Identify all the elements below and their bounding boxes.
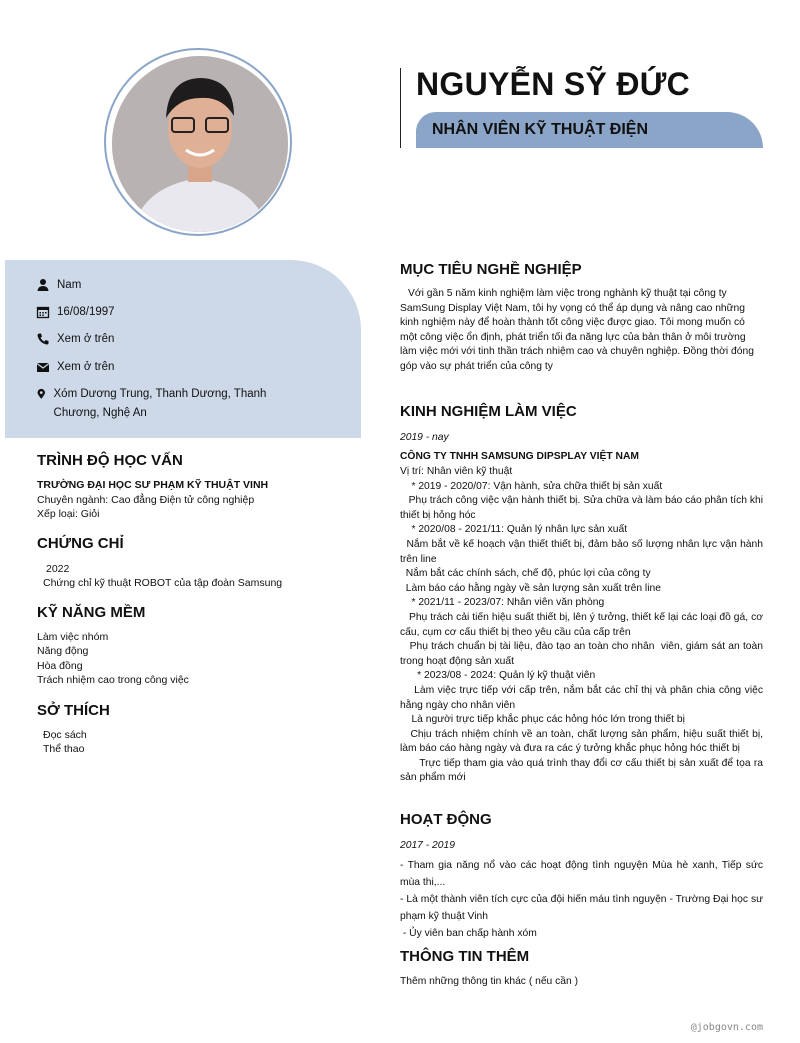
- address-text: Xóm Dương Trung, Thanh Dương, Thanh Chương, Nghệ An: [53, 388, 267, 419]
- detail-line: Phụ trách chuẩn bị tài liệu, đào tạo an toàn cho nhân viên, giám sát an toàn trong hoạt động sản xuất: [400, 641, 766, 667]
- experience-heading: KINH NGHIỆM LÀM VIỆC: [400, 403, 577, 420]
- soft-skill-item: Trách nhiệm cao trong công việc: [37, 674, 189, 686]
- education-heading: TRÌNH ĐỘ HỌC VẤN: [37, 452, 183, 469]
- objective-text: Với gần 5 năm kinh nghiệm làm việc trong nghành kỹ thuật tại công ty SamSung Display Việt Nam, tôi hy vọng có thể áp dụng và nâng cao những kinh nghiệm này để hoàn thành tốt công việc được giao. Tôi mong muốn có một công việc ổn định, phát triển tối đa năng lực của bản thân ở môi trường làm việc mới với tinh thần trách nhiệm cao và chuyên nghiệp. Đồng thời đóng góp vào sự phát triển của công ty: [400, 288, 754, 372]
- gender-row: [36, 276, 81, 295]
- experience-company: CÔNG TY TNHH SAMSUNG DIPSPLAY VIỆT NAM: [400, 451, 639, 462]
- location-icon: [36, 387, 47, 401]
- watermark: @jobgovn.com: [690, 1022, 763, 1033]
- detail-line: - Là một thành viên tích cực của đội hiến máu tình nguyện - Trường Đại học sư phạm kỹ thuật Vinh: [400, 894, 766, 922]
- education-grade: Xếp loại: Giỏi: [37, 508, 100, 520]
- hobby-item: Đọc sách: [43, 729, 87, 741]
- education-major: Chuyên ngành: Cao đẳng Điện tử công nghiệp: [37, 494, 255, 506]
- soft-skill-item: Làm việc nhóm: [37, 631, 109, 643]
- mail-icon: [36, 360, 50, 374]
- hobby-item: Thể thao: [43, 743, 85, 755]
- detail-line: - Ủy viên ban chấp hành xóm: [400, 928, 537, 939]
- objective-heading: MỤC TIÊU NGHỀ NGHIỆP: [400, 261, 582, 278]
- certificates-heading: CHỨNG CHỈ: [37, 535, 124, 552]
- detail-line: Phụ trách cải tiến hiệu suất thiết bị, lên ý tưởng, thiết kế lại các loại đồ gá, cơ cấu, cụm cơ cấu thiết bị theo yêu cầu của cấp trên: [400, 611, 766, 638]
- person-icon: [36, 278, 50, 292]
- gender-text: Nam: [57, 279, 82, 291]
- detail-line: Làm báo cáo hằng ngày về sản lượng sản xuất trên line: [400, 582, 661, 594]
- hobbies-heading: SỞ THÍCH: [37, 702, 110, 719]
- activities-heading: HOẠT ĐỘNG: [400, 811, 492, 828]
- candidate-name: NGUYỄN SỸ ĐỨC: [416, 66, 691, 102]
- email-row: [36, 358, 114, 377]
- birthdate-row: [36, 303, 115, 322]
- calendar-icon: [36, 305, 50, 319]
- education-school: TRƯỜNG ĐẠI HỌC SƯ PHẠM KỸ THUẬT VINH: [37, 479, 269, 491]
- detail-line: * 2019 - 2020/07: Vận hành, sửa chữa thiết bị sản xuất: [400, 480, 663, 492]
- name-divider: [400, 68, 401, 148]
- activities-period: 2017 - 2019: [400, 840, 455, 851]
- certificate-name: Chứng chỉ kỹ thuật ROBOT của tập đoàn Samsung: [43, 577, 283, 589]
- phone-text[interactable]: Xem ở trên: [57, 333, 115, 345]
- experience-details: [400, 465, 766, 786]
- detail-line: * 2020/08 - 2021/11: Quản lý nhân lực sản xuất: [400, 524, 628, 536]
- additional-info-text: Thêm những thông tin khác ( nếu cần ): [400, 976, 579, 987]
- experience-period: 2019 - nay: [400, 432, 449, 443]
- additional-info-heading: THÔNG TIN THÊM: [400, 948, 530, 965]
- detail-line: Chịu trách nhiệm chính về an toàn, chất lượng sản phẩm, hiệu suất thiết bị, làm báo cáo hàng ngày và đưa ra các ý tưởng khắc phục hỏng hóc thiết bị: [400, 728, 766, 755]
- detail-line: Nắm bắt các chính sách, chế độ, phúc lợi của công ty: [400, 568, 651, 580]
- detail-line: * 2023/08 - 2024: Quản lý kỹ thuật viên: [400, 670, 596, 682]
- phone-icon: [36, 332, 50, 346]
- soft-skills-heading: KỸ NĂNG MỀM: [37, 604, 146, 621]
- soft-skill-item: Hòa đồng: [37, 660, 83, 672]
- certificate-year: 2022: [46, 563, 70, 575]
- detail-line: Là người trực tiếp khắc phục các hỏng hóc lớn trong thiết bị: [400, 714, 685, 726]
- detail-line: Nắm bắt về kế hoạch vận thiết thiết bị, đảm bảo số lượng nhân lực vận hành trên line: [400, 538, 766, 565]
- detail-line: Làm việc trực tiếp với cấp trên, nắm bắt các chỉ thị và phân chia công việc hằng ngày cho nhân viên: [400, 684, 766, 711]
- birthdate-text: 16/08/1997: [57, 306, 115, 318]
- activities-details: [400, 857, 766, 942]
- detail-line: Phụ trách công việc vận hành thiết bị. Sửa chữa và làm báo cáo phân tích khi thiết bị hỏng hóc: [400, 495, 766, 521]
- soft-skill-item: Năng động: [37, 645, 89, 657]
- email-text[interactable]: Xem ở trên: [57, 361, 115, 373]
- detail-line: * 2021/11 - 2023/07: Nhân viên văn phòng: [400, 597, 605, 609]
- address-row: [36, 385, 286, 423]
- phone-row: [36, 330, 114, 349]
- job-title: NHÂN VIÊN KỸ THUẬT ĐIỆN: [432, 121, 649, 138]
- detail-line: - Tham gia năng nổ vào các hoạt động tình nguyện Mùa hè xanh, Tiếp sức mùa thi,...: [400, 860, 766, 888]
- avatar: [112, 56, 288, 232]
- detail-line: Trực tiếp tham gia vào quá trình thay đổi cơ cấu thiết bị sản xuất để tọa ra sản phẩm mới: [400, 757, 766, 784]
- detail-line: Vị trí: Nhân viên kỹ thuật: [400, 466, 513, 477]
